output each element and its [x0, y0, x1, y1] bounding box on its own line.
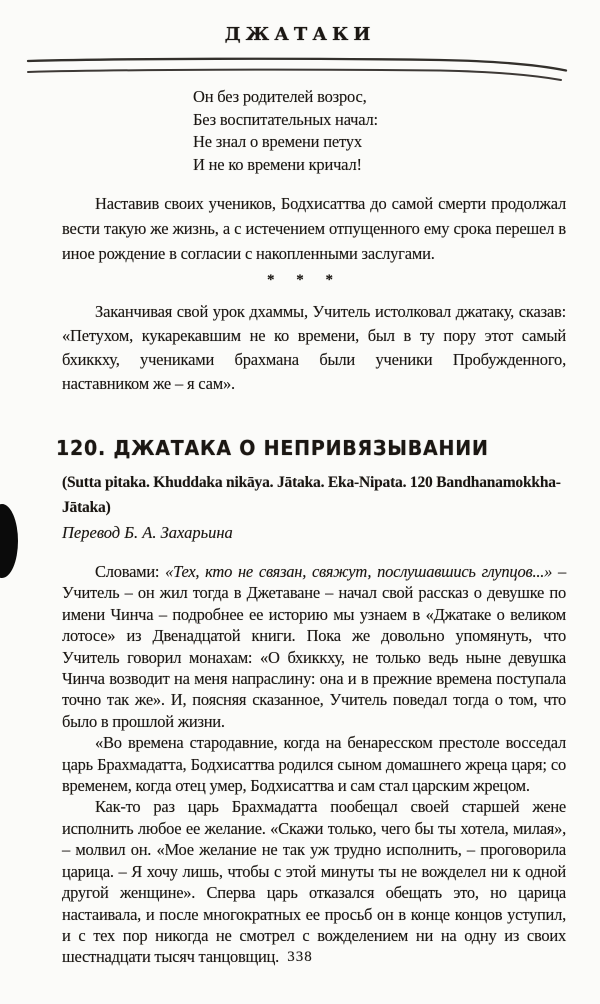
double-rule-divider [0, 52, 600, 84]
story-text-block [62, 561, 566, 968]
source-reference: (Sutta pitaka. Khuddaka nikāya. Jātaka. Eka-Nipata. 120 Bandhanamokkha-Jātaka) [62, 474, 561, 516]
paragraph-story-promise: Как-то раз царь Брахмадатта пообещал своей старшей жене исполнить любое ее желание. «Скажи только, чего бы ты хотела, милая», – молвил он. «Мое желание не так уж трудно исполнить, – проговорила царица. – Я хочу лишь, чтобы с этой минуты ты не вожделел ни к одной другой женщине». Сперва царь отказался обещать это, но царица настаивала, и после многократных ее просьб он в конце концов уступил, и с тех пор никогда не смотрел с вожделением ни на одну из своих шестнадцати тысяч танцовщиц. [62, 797, 566, 967]
verse-line: И не ко времени кричал! [193, 154, 362, 174]
paragraph-story-benares: «Во времена стародавние, когда на бенаресском престоле восседал царь Брахмадатта, Бодхисаттва родился сыном домашнего жреца царя; со временем, когда отец умер, Бодхисаттва и сам стал царским жрецом. [62, 733, 566, 796]
verse-line: Без воспитательных начал: [193, 109, 378, 129]
paragraph-teaching-conclusion: Наставив своих учеников, Бодхисаттва до самой смерти продолжал вести такую же жизнь, а с истечением отпущенного ему срока перешел в иное рождение в согласии с накопленными заслугами. [62, 194, 566, 263]
paragraph-continuation: – Учитель – он жил тогда в Джетаване – начал свой рассказ о девушке по имени Чинча – подробнее ее историю мы узнаем в «Джатаке о великом лотосе» из Двенадцатой книги. Пока же довольно упомянуть, что Учитель говорил монахам: «О бхиккху, не только ведь ныне девушка Чинча возводит на меня напраслину: она и в прежние времена поступала точно так же». И, поясняя сказанное, Учитель поведал тогда о том, что было в прошлой жизни. [62, 562, 566, 731]
translator-credit: Перевод Б. А. Захарьина [62, 523, 233, 542]
verse-block [193, 86, 378, 176]
verse-line: Не знал о времени петух [193, 132, 362, 151]
page-header-title: ДЖАТАКИ [224, 24, 376, 45]
page-number: 338 [287, 949, 313, 965]
paragraph-dhamma-lesson: Заканчивая свой урок дхаммы, Учитель истолковал джатаку, сказав: «Петухом, кукарекавшим не ко времени, был в ту пору этот самый бхиккху, учениками брахмана были ученики Пробужденного, наставником же – я сам». [62, 302, 566, 393]
asterisk-separator: * * * [267, 272, 342, 288]
section-heading: 120. ДЖАТАКА О НЕПРИВЯЗЫВАНИИ [56, 437, 489, 461]
verse-line: Он без родителей возрос, [193, 87, 367, 106]
paragraph-story-intro [62, 561, 566, 732]
quoted-gatha-words: «Тех, кто не связан, свяжут, послушавшись глупцов...» [165, 562, 553, 581]
scan-artifact-blob [0, 504, 18, 578]
paragraph-lead: Словами: [95, 562, 166, 581]
